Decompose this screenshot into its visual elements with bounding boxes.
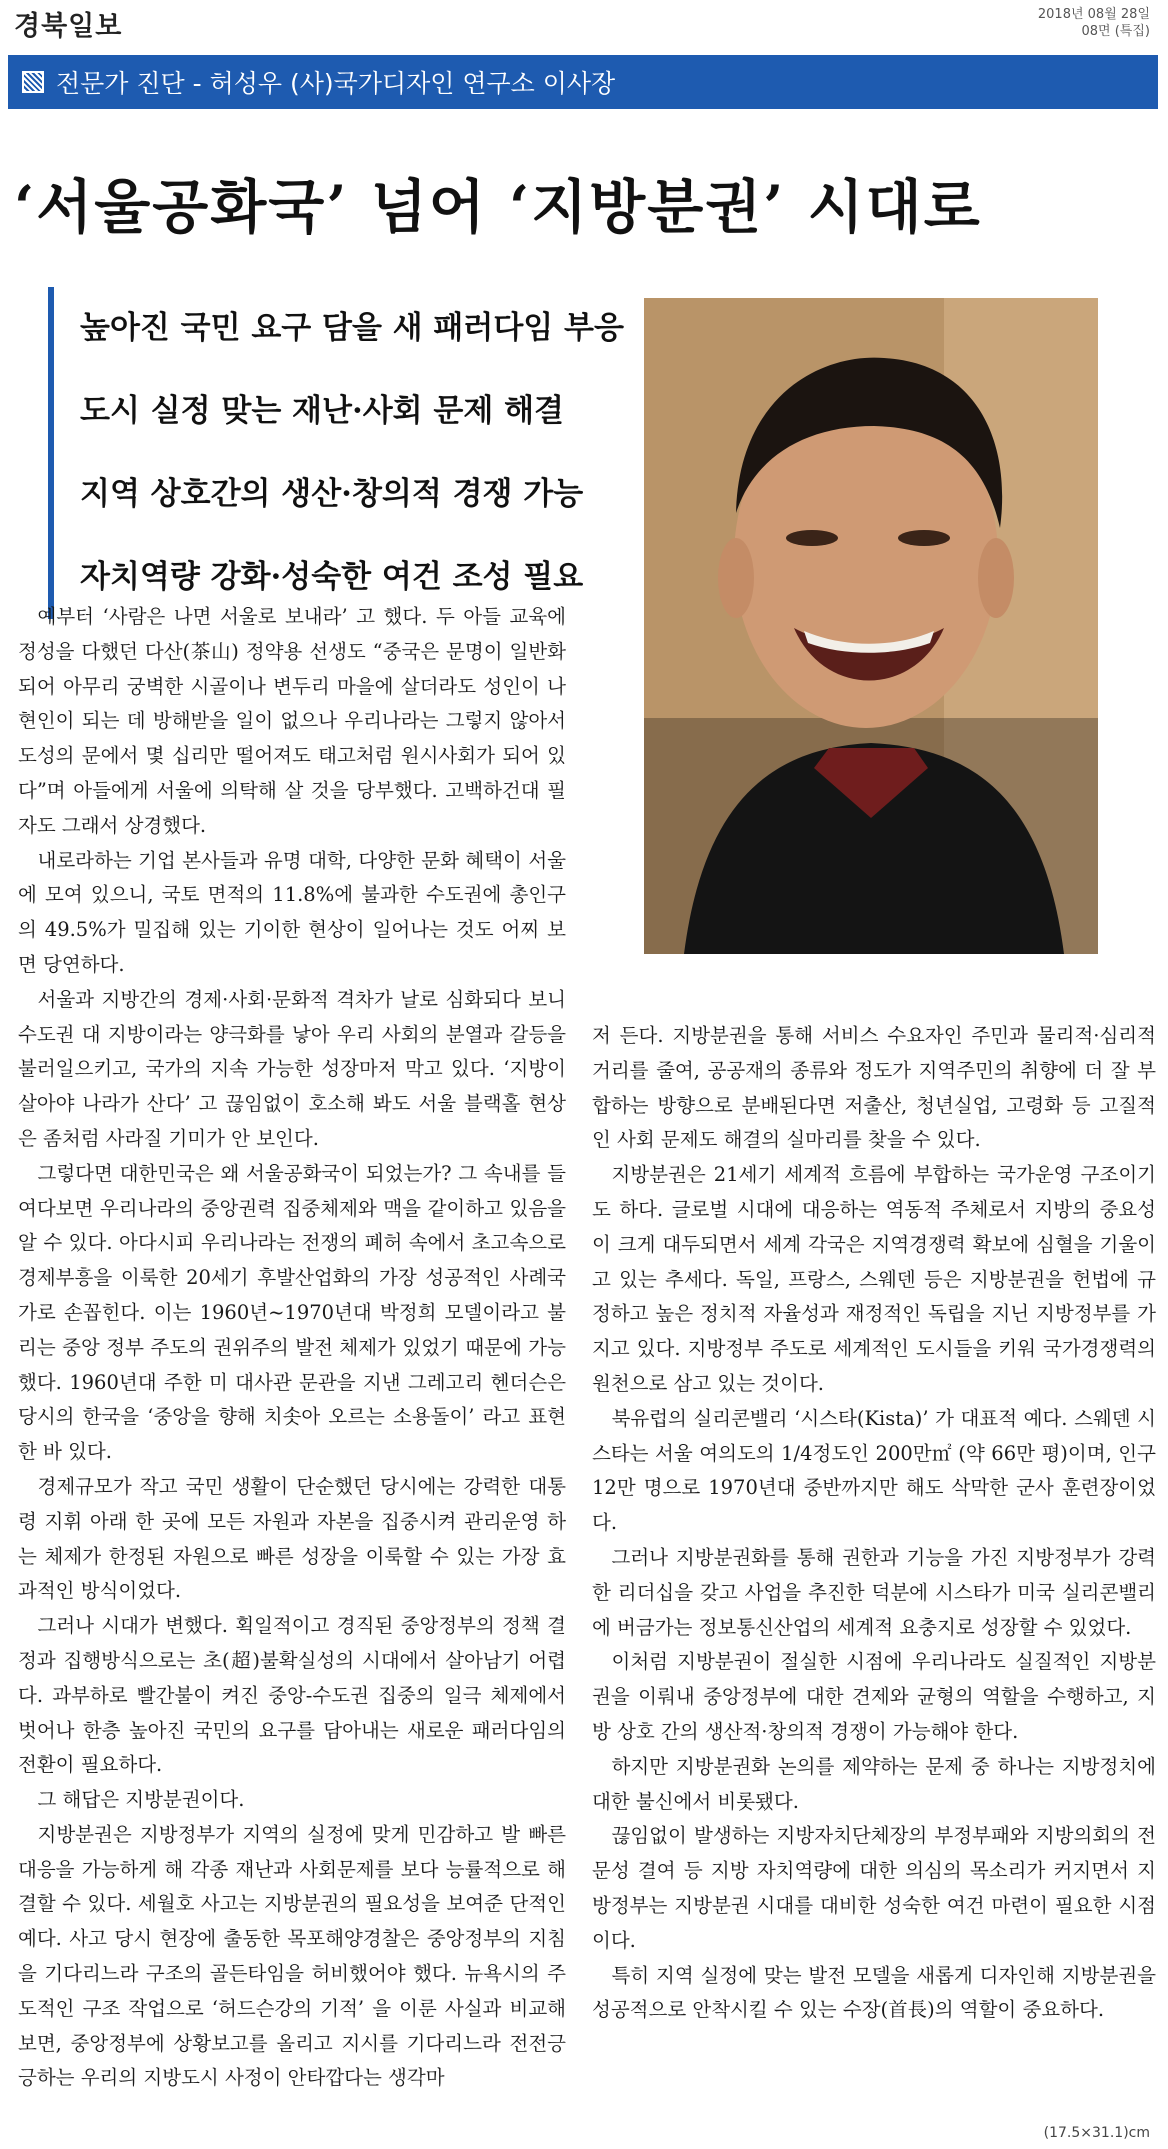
paragraph: 서울과 지방간의 경제·사회·문화적 격차가 날로 심화되다 보니 수도권 대 지방이라는 양극화를 낳아 우리 사회의 분열과 갈등을 불러일으키고, 국가의 지속 가능한 성장마저 막고 있다. ‘지방이 살아야 나라가 산다’ 고 끊임없이 호소해 봐도 서울 블랙홀 현상은 좀처럼 사라질 기미가 안 보인다. <box>18 987 566 1150</box>
paragraph: 이처럼 지방분권이 절실한 시점에 우리나라도 실질적인 지방분권을 이뤄내 중앙정부에 대한 견제와 균형의 역할을 수행하고, 지방 상호 간의 생산적·창의적 경쟁이 가능해야 한다. <box>592 1650 1156 1743</box>
paragraph: 내로라하는 기업 본사들과 유명 대학, 다양한 문화 혜택이 서울에 모여 있으니, 국토 면적의 11.8%에 불과한 수도권에 총인구의 49.5%가 밀집해 있는 기이한 현상이 일어나는 것도 어찌 보면 당연하다. <box>18 848 566 976</box>
paragraph: 그러나 지방분권화를 통해 권한과 기능을 가진 지방정부가 강력한 리더십을 갖고 사업을 추진한 덕분에 시스타가 미국 실리콘밸리에 버금가는 정보통신산업의 세계적 요충지로 성장할 수 있었다. <box>592 1545 1156 1639</box>
author-photo <box>644 298 1098 954</box>
subheading: 도시 실정 맞는 재난·사회 문제 해결 <box>80 393 564 429</box>
issue-date: 2018년 08월 28일 <box>1037 7 1150 22</box>
paragraph: 그 해답은 지방분권이다. <box>37 1788 245 1812</box>
paragraph: 경제규모가 작고 국민 생활이 단순했던 당시에는 강력한 대통령 지휘 아래 한 곳에 모든 자원과 자본을 집중시켜 관리운영 하는 체제가 한정된 자원으로 빠른 성장을 이룩할 수 있는 가장 효과적인 방식이었다. <box>18 1474 566 1603</box>
paragraph: 그렇다면 대한민국은 왜 서울공화국이 되었는가? 그 속내를 들여다보면 우리나라의 중앙권력 집중체제와 맥을 같이하고 있음을 알 수 있다. 아다시피 우리나라는 전쟁의 폐허 속에서 초고속으로 경제부흥을 이룩한 20세기 후발산업화의 가장 성공적인 사례국가로 손꼽힌다. 이는 1960년~1970년대 박정희 모델이라고 불리는 중앙 정부 주도의 권위주의 발전 체제가 있었기 때문에 가능했다. 1960년대 주한 미 대사관 문관을 지낸 그레고리 헨더슨은 당시의 한국을 ‘중앙을 향해 치솟아 오르는 소용돌이’ 라고 표현한 바 있다. <box>18 1161 566 1464</box>
paragraph: 끊임없이 발생하는 지방자치단체장의 부정부패와 지방의회의 전문성 결여 등 지방 자치역량에 대한 의심의 목소리가 커지면서 지방정부는 지방분권 시대를 대비한 성숙한 여건 마련이 필요한 시점이다. <box>592 1824 1156 1952</box>
banner-text: 전문가 진단 - 허성우 (사)국가디자인 연구소 이사장 <box>56 69 616 98</box>
subheading: 자치역량 강화·성숙한 여건 조성 필요 <box>80 559 584 595</box>
newspaper-name: 경북일보 <box>14 11 123 42</box>
paragraph: 특히 지역 실정에 맞는 발전 모델을 새롭게 디자인해 지방분권을 성공적으로 안착시킬 수 있는 수장(首長)의 역할이 중요하다. <box>592 1963 1156 2022</box>
paragraph: 그러나 시대가 변했다. 획일적이고 경직된 중앙정부의 정책 결정과 집행방식으로는 초(超)불확실성의 시대에서 살아남기 어렵다. 과부하로 빨간불이 켜진 중앙-수도권 집중의 일극 체제에서 벗어나 한층 높아진 국민의 요구를 담아내는 새로운 패러다임의 전환이 필요하다. <box>18 1614 566 1777</box>
paragraph: 예부터 ‘사람은 나면 서울로 보내라’ 고 했다. 두 아들 교육에 정성을 다했던 다산(茶山) 정약용 선생도 “중국은 문명이 일반화되어 아무리 궁벽한 시골이나 변두리 마을에 살더라도 성인이 나 현인이 되는 데 방해받을 일이 없으나 우리나라는 그렇지 않아서 도성의 문에서 몇 십리만 떨어져도 태고처럼 원시사회가 되어 있다”며 아들에게 서울에 의탁해 살 것을 당부했다. 고백하건대 필자도 그래서 상경했다. <box>18 605 566 837</box>
paragraph: 하지만 지방분권화 논의를 제약하는 문제 중 하나는 지방정치에 대한 불신에서 비롯됐다. <box>592 1754 1156 1813</box>
hatched-square-icon <box>22 71 44 93</box>
headline: ‘서울공화국’ 넘어 ‘지방분권’ 시대로 <box>14 173 982 241</box>
portrait-illustration <box>644 298 1098 954</box>
subheading: 지역 상호간의 생산·창의적 경쟁 가능 <box>80 476 584 512</box>
issue-page: 08면 (특집) <box>1081 24 1150 39</box>
paragraph: 지방분권은 지방정부가 지역의 실정에 맞게 민감하고 발 빠른 대응을 가능하게 해 각종 재난과 사회문제를 보다 능률적으로 해결할 수 있다. 세월호 사고는 지방분권의 필요성을 보여준 단적인 예다. 사고 당시 현장에 출동한 목포해양경찰은 중앙정부의 지침을 기다리느라 구조의 골든타임을 허비했어야 했다. 뉴욕시의 주도적인 구조 작업으로 ‘허드슨강의 기적’ 을 이룬 사실과 비교해 보면, 중앙정부에 상황보고를 올리고 지시를 기다리느라 전전긍긍하는 우리의 지방도시 사정이 안타깝다는 생각마 <box>18 1822 566 2090</box>
article-column-1 <box>18 600 566 2096</box>
subheadings <box>48 287 624 619</box>
paragraph: 저 든다. 지방분권을 통해 서비스 수요자인 주민과 물리적·심리적 거리를 줄여, 공공재의 종류와 정도가 지역주민의 취향에 더 잘 부합하는 방향으로 분배된다면 저출산, 청년실업, 고령화 등 고질적인 사회 문제도 해결의 실마리를 찾을 수 있다. <box>592 1024 1156 1152</box>
section-banner <box>8 55 1158 109</box>
paragraph: 지방분권은 21세기 세계적 흐름에 부합하는 국가운영 구조이기도 하다. 글로벌 시대에 대응하는 역동적 주체로서 지방의 중요성이 크게 대두되면서 세계 각국은 지역경쟁력 확보에 심혈을 기울이고 있는 추세다. 독일, 프랑스, 스웨덴 등은 지방분권을 헌법에 규정하고 높은 정치적 자율성과 재정적인 독립을 지닌 지방정부를 가지고 있다. 지방정부 주도로 세계적인 도시들을 키워 국가경쟁력의 원천으로 삼고 있는 것이다. <box>592 1163 1156 1395</box>
article-column-2 <box>592 1019 1156 2028</box>
subheading: 높아진 국민 요구 담을 새 패러다임 부응 <box>80 310 624 346</box>
paragraph: 북유럽의 실리콘밸리 ‘시스타(Kista)’ 가 대표적 예다. 스웨덴 시스타는 서울 여의도의 1/4정도인 200만㎡ (약 66만 평)이며, 인구 12만 명으로 1970년대 중반까지만 해도 삭막한 군사 훈련장이었다. <box>592 1406 1156 1535</box>
article-size: (17.5×31.1)cm <box>1043 2125 1150 2141</box>
issue-meta <box>1038 6 1150 40</box>
